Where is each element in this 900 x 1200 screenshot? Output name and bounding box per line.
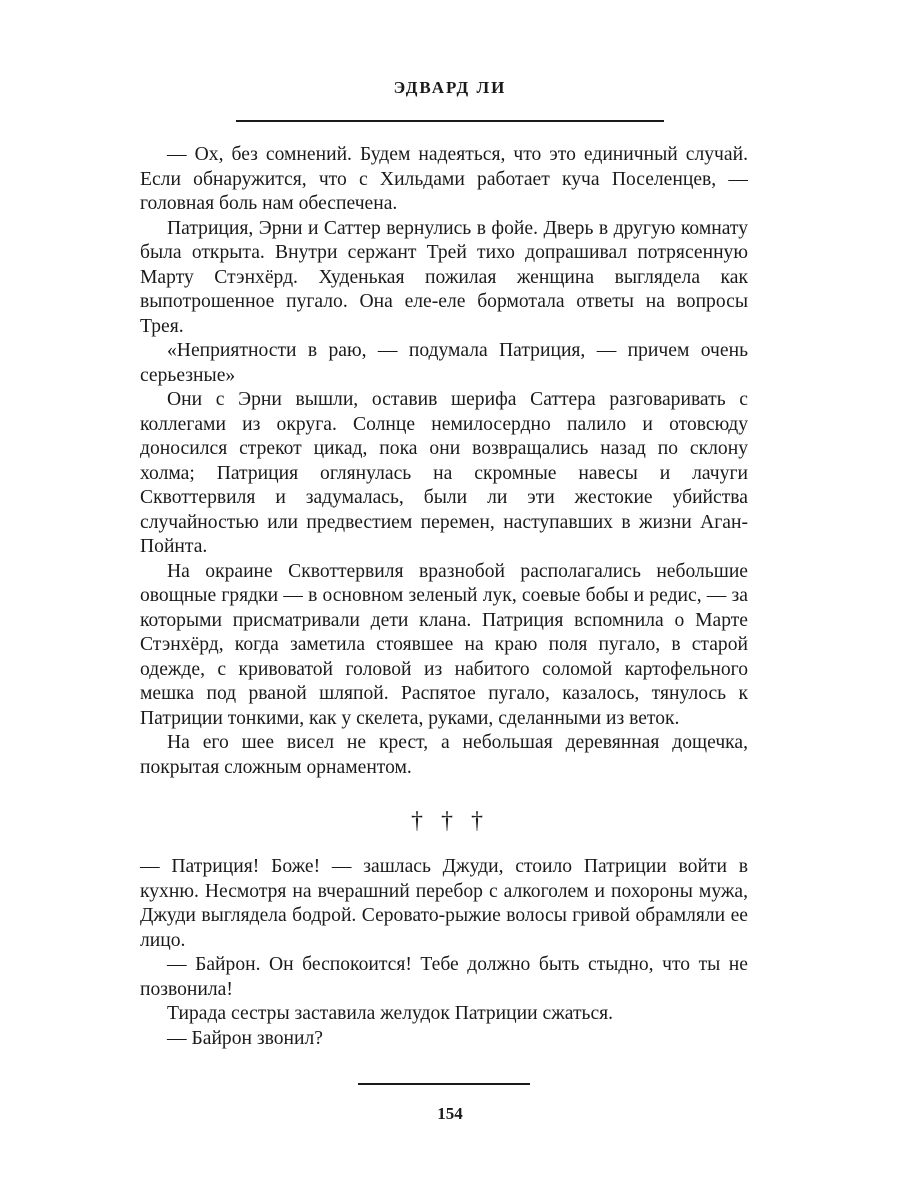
footer-rule bbox=[358, 1083, 530, 1085]
paragraph: — Ох, без сомнений. Будем надеяться, что это единичный случай. Если обнаружится, что с Хильдами работает куча Поселенцев, — головная боль нам обеспечена. bbox=[140, 144, 748, 214]
main-text-section-2 bbox=[140, 855, 748, 1051]
main-text-section-1 bbox=[140, 143, 748, 780]
paragraph: «Неприятности в раю, — подумала Патриция, — причем очень серьезные» bbox=[140, 340, 748, 386]
paragraph: Они с Эрни вышли, оставив шерифа Саттера разговаривать с коллегами из округа. Солнце немилосердно палило и отовсюду доносился стрекот цикад, пока они возвращались назад по склону холма; Патриция оглянулась на скромные навесы и лачуги Сквоттервиля и задумалась, были ли эти жестокие убийства случайностью или предвестием перемен, наступавших в жизни Аган-Пойнта. bbox=[140, 389, 748, 557]
paragraph: На окраине Сквоттервиля вразнобой располагались небольшие овощные грядки — в основном зеленый лук, соевые бобы и редис, — за которыми присматривали дети клана. Патриция вспомнила о Марте Стэнхёрд, когда заметила стоявшее на краю поля пугало, в старой одежде, с кривоватой головой из набитого соломой картофельного мешка под рваной шляпой. Распятое пугало, казалось, тянулось к Патриции тонкими, как у скелета, руками, сделанными из веток. bbox=[140, 560, 748, 729]
page-number: 154 bbox=[437, 1104, 463, 1123]
paragraph: — Байрон. Он беспокоится! Тебе должно быть стыдно, что ты не позвонила! bbox=[140, 954, 748, 1000]
paragraph: На его шее висел не крест, а небольшая деревянная дощечка, покрытая сложным орнаментом. bbox=[140, 732, 748, 778]
running-head-author: ЭДВАРД ЛИ bbox=[393, 78, 507, 97]
paragraph: — Патриция! Боже! — зашлась Джуди, стоило Патриции войти в кухню. Несмотря на вчерашний перебор с алкоголем и похороны мужа, Джуди выглядела бодрой. Серовато-рыжие волосы гривой обрамляли ее лицо. bbox=[140, 856, 748, 951]
section-break-crosses: † † † bbox=[411, 808, 489, 834]
header-rule bbox=[236, 120, 664, 122]
paragraph: — Байрон звонил? bbox=[167, 1027, 324, 1049]
paragraph: Тирада сестры заставила желудок Патриции сжаться. bbox=[167, 1003, 614, 1024]
paragraph: Патриция, Эрни и Саттер вернулись в фойе. Дверь в другую комнату была открыта. Внутри сержант Трей тихо допрашивал потрясенную Марту Стэнхёрд. Худенькая пожилая женщина выглядела как выпотрошенное пугало. Она еле-еле бормотала ответы на вопросы Трея. bbox=[140, 217, 748, 337]
